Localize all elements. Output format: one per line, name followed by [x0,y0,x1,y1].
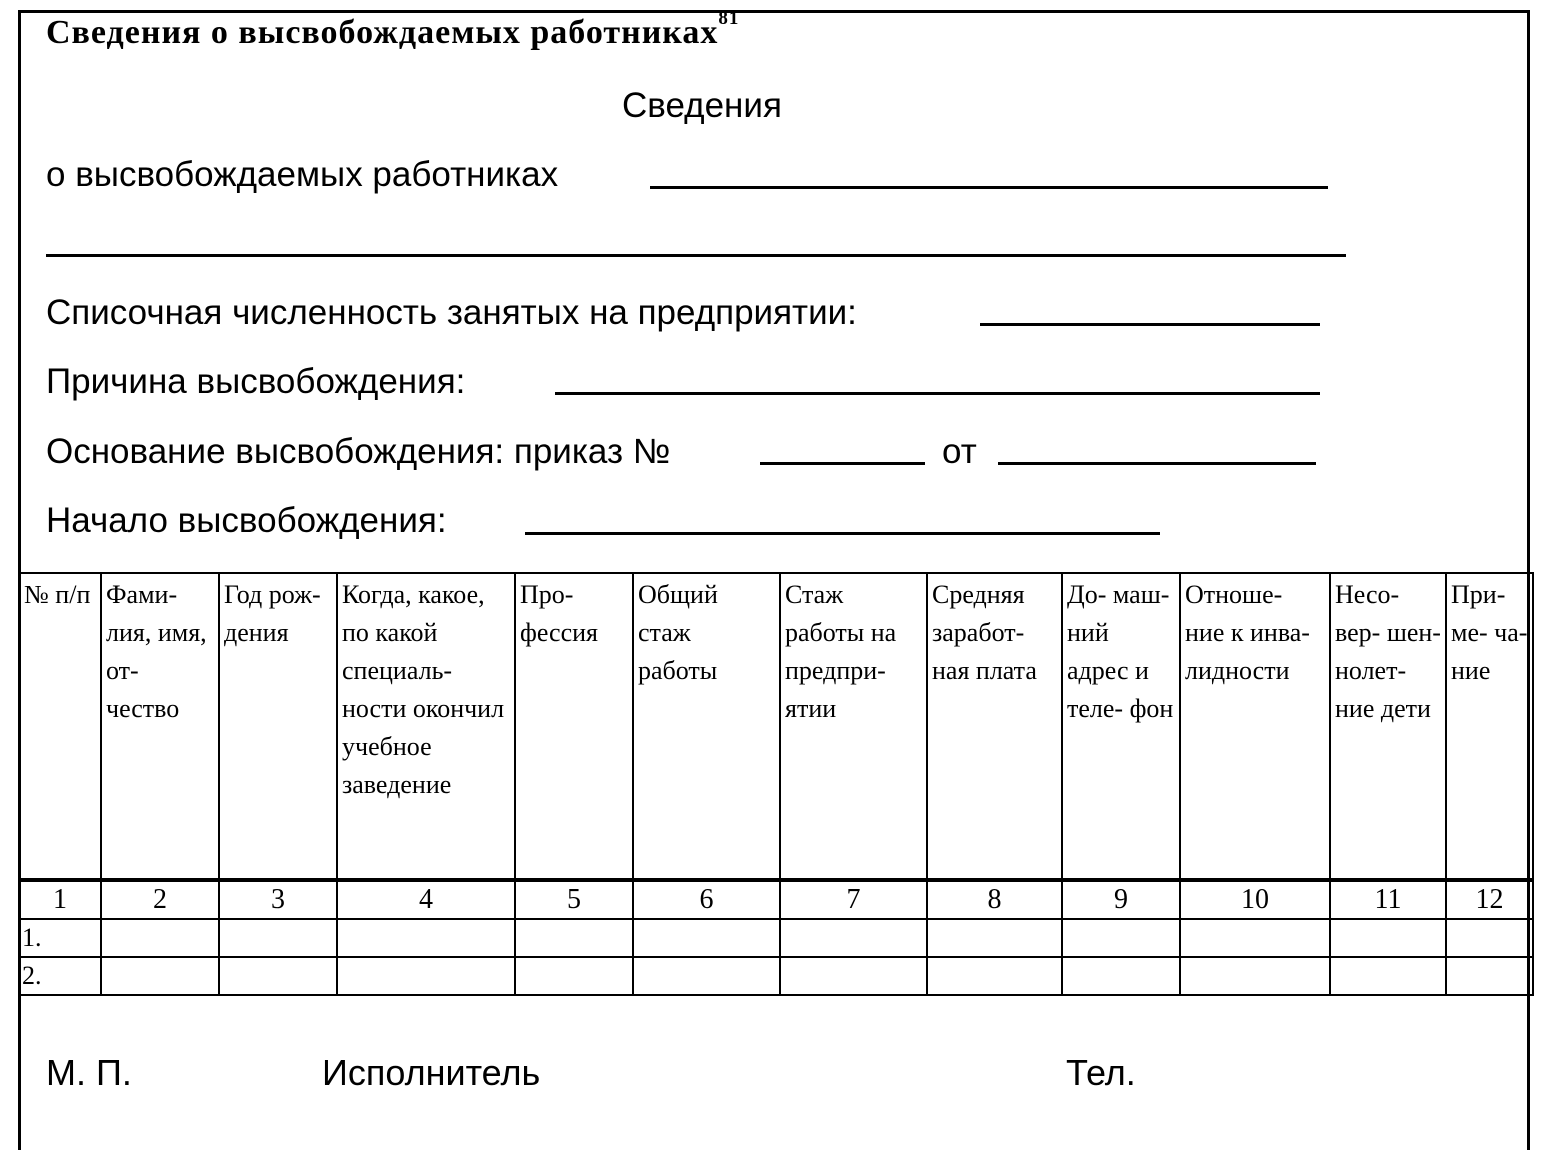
column-number: 11 [1330,880,1446,919]
column-header: Фами- лия, имя, от- чество [101,573,219,880]
table-cell[interactable] [1062,957,1180,995]
column-header: Когда, какое, по какой специаль- ности окончил учебное заведение [337,573,515,880]
table-cell[interactable] [337,919,515,957]
table-cell[interactable] [927,919,1062,957]
column-header: Несо- вер- шен- нолет- ние дети [1330,573,1446,880]
form-heading [46,8,740,52]
table-cell[interactable] [101,957,219,995]
executor-label: Исполнитель [322,1052,541,1093]
table-cell[interactable] [1330,919,1446,957]
table-row [19,957,1533,995]
reason-blank-line[interactable] [555,392,1320,395]
table-cell[interactable] [1446,919,1533,957]
basis-label: Основание высвобождения: приказ № [46,432,671,471]
table-cell[interactable] [1180,919,1330,957]
about-label: о высвобождаемых работниках [46,155,559,194]
column-number: 9 [1062,880,1180,919]
table-cell[interactable] [101,919,219,957]
column-number: 5 [515,880,633,919]
form-title: Сведения [622,86,782,125]
row-number: 2. [19,957,101,995]
table-row [19,919,1533,957]
row-number: 1. [19,919,101,957]
start-blank-line[interactable] [525,532,1160,535]
column-number: 2 [101,880,219,919]
table-cell[interactable] [219,957,337,995]
column-number: 1 [19,880,101,919]
table-cell[interactable] [927,957,1062,995]
column-header: Год рож- дения [219,573,337,880]
order-date-blank-line[interactable] [998,462,1316,465]
table-cell[interactable] [1062,919,1180,957]
table-cell[interactable] [515,957,633,995]
column-header: Стаж работы на предпри- ятии [780,573,927,880]
column-header: Про- фессия [515,573,633,880]
table-cell[interactable] [633,919,780,957]
order-number-blank-line[interactable] [760,462,925,465]
table-cell[interactable] [1446,957,1533,995]
about-blank-line-2[interactable] [46,254,1346,257]
basis-from-label: от [942,432,977,471]
phone-label: Тел. [1066,1052,1136,1093]
column-header: Отноше- ние к инва- лидности [1180,573,1330,880]
table-cell[interactable] [780,957,927,995]
column-header: № п/п [19,573,101,880]
column-header: До- маш- ний адрес и теле- фон [1062,573,1180,880]
column-number: 12 [1446,880,1533,919]
column-number: 7 [780,880,927,919]
headcount-blank-line[interactable] [980,323,1320,326]
workers-table [18,572,1534,996]
column-number-row [19,880,1533,919]
column-number: 10 [1180,880,1330,919]
table-cell[interactable] [1180,957,1330,995]
column-number: 4 [337,880,515,919]
column-header: Средняя заработ- ная плата [927,573,1062,880]
table-header-row [19,573,1533,880]
table-cell[interactable] [219,919,337,957]
heading-text: Сведения о высвобождаемых работниках [46,14,719,51]
column-header: При- ме- ча- ние [1446,573,1533,880]
table-cell[interactable] [1330,957,1446,995]
table-cell[interactable] [337,957,515,995]
footnote-mark: 81 [718,8,740,29]
reason-label: Причина высвобождения: [46,362,466,401]
table-cell[interactable] [780,919,927,957]
start-label: Начало высвобождения: [46,501,447,540]
headcount-label: Списочная численность занятых на предприятии: [46,293,857,332]
table-cell[interactable] [515,919,633,957]
column-number: 3 [219,880,337,919]
column-header: Общий стаж работы [633,573,780,880]
stamp-label: М. П. [46,1052,132,1093]
column-number: 8 [927,880,1062,919]
table-cell[interactable] [633,957,780,995]
about-blank-line[interactable] [650,186,1328,189]
column-number: 6 [633,880,780,919]
